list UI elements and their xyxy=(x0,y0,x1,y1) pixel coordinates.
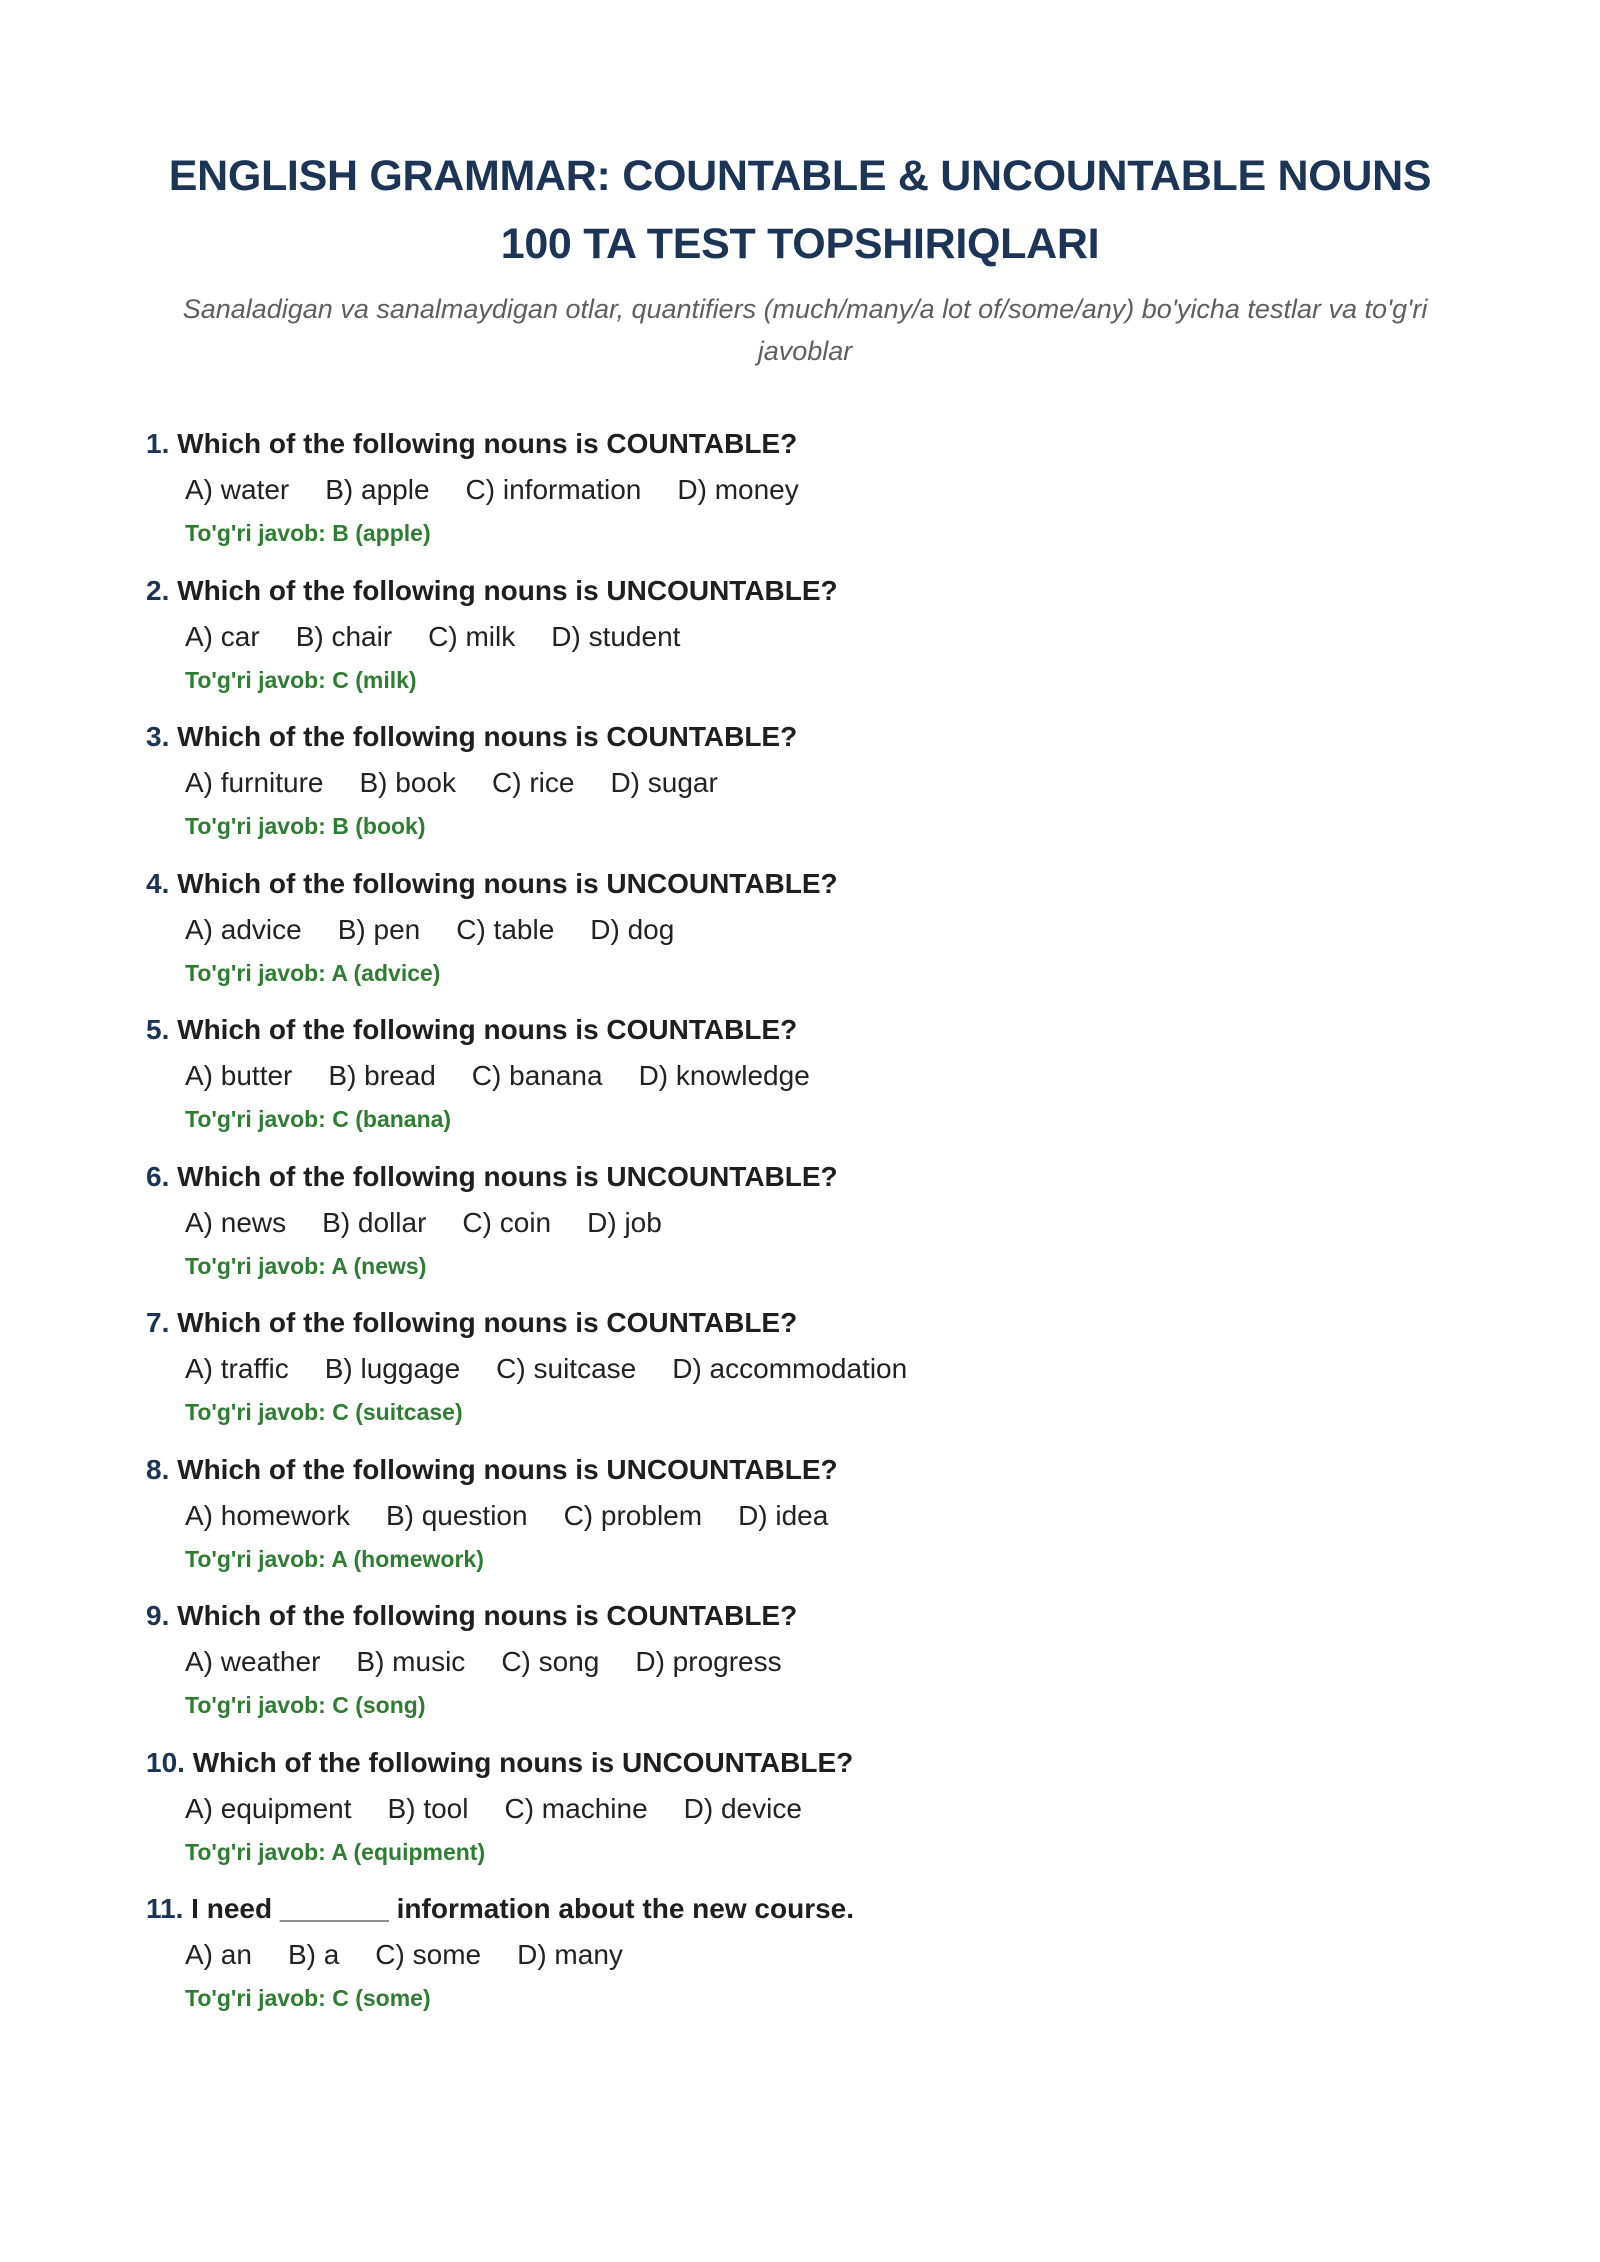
answer-option: A) homework xyxy=(185,1499,350,1531)
question-heading xyxy=(146,1447,838,1493)
answer-option: D) money xyxy=(677,474,799,505)
correct-answer: To'g'ri javob: A (news) xyxy=(185,1252,427,1279)
question-number: 1. xyxy=(146,428,170,459)
correct-answer: To'g'ri javob: A (equipment) xyxy=(185,1838,486,1865)
question-item xyxy=(146,421,1446,568)
answer-option: B) pen xyxy=(337,913,421,945)
answer-options xyxy=(185,467,835,513)
question-item xyxy=(146,1300,1446,1447)
page-subtitle-heading: 100 TA TEST TOPSHIRIQLARI xyxy=(500,220,1100,268)
question-text: I need _______ information about the new course. xyxy=(191,1893,855,1924)
answer-option: D) idea xyxy=(738,1499,829,1531)
question-number: 7. xyxy=(146,1307,170,1338)
answer-option: D) many xyxy=(517,1939,623,1970)
answer-option: C) table xyxy=(456,913,555,945)
question-heading xyxy=(146,421,797,467)
answer-options xyxy=(185,760,754,806)
title-block xyxy=(0,142,1600,278)
answer-option: B) book xyxy=(359,767,456,798)
question-heading xyxy=(146,714,797,760)
answer-option: A) advice xyxy=(185,913,302,945)
answer-option: B) a xyxy=(287,1939,340,1970)
question-text: Which of the following nouns is UNCOUNTABLE? xyxy=(177,574,838,606)
answer-option: C) suitcase xyxy=(496,1353,637,1384)
answer-option: C) coin xyxy=(462,1206,552,1238)
correct-answer: To'g'ri javob: C (suitcase) xyxy=(185,1399,463,1425)
question-item xyxy=(146,1007,1446,1154)
correct-answer: To'g'ri javob: B (apple) xyxy=(185,520,431,546)
question-heading xyxy=(146,1886,854,1932)
question-number: 5. xyxy=(146,1014,170,1045)
answer-option: C) rice xyxy=(492,767,575,798)
answer-option: D) accommodation xyxy=(672,1353,908,1384)
question-text: Which of the following nouns is COUNTABLE? xyxy=(177,428,798,459)
question-item xyxy=(146,861,1446,1008)
answer-option: B) luggage xyxy=(324,1353,461,1384)
answer-option: B) question xyxy=(385,1499,528,1531)
answer-option: D) dog xyxy=(590,913,675,945)
question-item xyxy=(146,1154,1446,1301)
question-item xyxy=(146,568,1446,715)
answer-option: B) tool xyxy=(387,1792,469,1824)
question-number: 6. xyxy=(146,1160,170,1192)
question-heading xyxy=(146,568,838,614)
question-item xyxy=(146,1740,1446,1887)
answer-option: A) furniture xyxy=(185,767,324,798)
answer-options xyxy=(185,1786,838,1832)
question-text: Which of the following nouns is COUNTABLE? xyxy=(177,1600,798,1631)
question-heading xyxy=(146,1593,797,1639)
question-text: Which of the following nouns is UNCOUNTABLE? xyxy=(177,867,838,899)
page-title: ENGLISH GRAMMAR: COUNTABLE & UNCOUNTABLE NOUNS xyxy=(168,152,1432,200)
answer-option: D) sugar xyxy=(610,767,718,798)
question-number: 4. xyxy=(146,867,170,899)
correct-answer: To'g'ri javob: C (banana) xyxy=(185,1106,452,1132)
correct-answer: To'g'ri javob: B (book) xyxy=(185,813,426,839)
answer-option: B) bread xyxy=(328,1060,436,1091)
correct-answer: To'g'ri javob: A (advice) xyxy=(185,959,441,986)
question-item xyxy=(146,1593,1446,1740)
answer-options xyxy=(185,1200,698,1246)
answer-option: B) music xyxy=(356,1646,466,1677)
correct-answer: To'g'ri javob: C (some) xyxy=(185,1985,431,2011)
correct-answer: To'g'ri javob: C (milk) xyxy=(185,666,417,693)
question-text: Which of the following nouns is UNCOUNTABLE? xyxy=(177,1453,838,1485)
answer-option: D) job xyxy=(587,1206,662,1238)
question-number: 10. xyxy=(146,1746,185,1778)
question-heading xyxy=(146,1007,797,1053)
question-text: Which of the following nouns is COUNTABLE? xyxy=(177,1307,798,1338)
answer-option: A) weather xyxy=(185,1646,321,1677)
question-number: 3. xyxy=(146,721,170,752)
question-list xyxy=(146,421,1446,2033)
answer-option: C) machine xyxy=(504,1792,648,1824)
question-item xyxy=(146,1886,1446,2033)
question-text: Which of the following nouns is COUNTABLE? xyxy=(177,721,798,752)
answer-option: D) device xyxy=(683,1792,802,1824)
answer-option: D) student xyxy=(551,620,681,652)
answer-options xyxy=(185,1053,846,1099)
subtitle-description: Sanaladigan va sanalmaydigan otlar, quantifiers (much/many/a lot of/some/any) bo'yicha testlar va to'g'ri javoblar xyxy=(182,294,1428,366)
question-item xyxy=(146,1447,1446,1594)
question-number: 2. xyxy=(146,574,170,606)
answer-options xyxy=(185,1639,818,1685)
answer-option: C) milk xyxy=(428,620,516,652)
answer-option: C) song xyxy=(501,1646,600,1677)
answer-option: D) knowledge xyxy=(638,1060,810,1091)
answer-option: B) chair xyxy=(295,620,393,652)
question-heading xyxy=(146,1300,797,1346)
answer-option: C) problem xyxy=(563,1499,703,1531)
answer-options xyxy=(185,1932,659,1978)
question-text: Which of the following nouns is UNCOUNTABLE? xyxy=(177,1160,838,1192)
answer-option: A) water xyxy=(185,474,290,505)
answer-option: A) an xyxy=(185,1939,252,1970)
correct-answer: To'g'ri javob: A (homework) xyxy=(185,1545,484,1572)
answer-option: B) dollar xyxy=(322,1206,427,1238)
question-heading xyxy=(146,1154,838,1200)
question-heading xyxy=(146,1740,853,1786)
answer-option: C) information xyxy=(465,474,642,505)
question-text: Which of the following nouns is UNCOUNTABLE? xyxy=(192,1746,854,1778)
question-heading xyxy=(146,861,838,907)
answer-option: A) traffic xyxy=(185,1353,289,1384)
answer-option: C) some xyxy=(375,1939,482,1970)
answer-option: B) apple xyxy=(325,474,430,505)
answer-option: D) progress xyxy=(635,1646,782,1677)
answer-options xyxy=(185,614,716,660)
question-number: 9. xyxy=(146,1600,170,1631)
answer-options xyxy=(185,1346,943,1392)
question-number: 8. xyxy=(146,1453,170,1485)
answer-option: A) news xyxy=(185,1206,287,1238)
question-number: 11. xyxy=(146,1893,184,1924)
answer-options xyxy=(185,1493,864,1539)
question-item xyxy=(146,714,1446,861)
answer-option: C) banana xyxy=(471,1060,603,1091)
answer-option: A) equipment xyxy=(185,1792,352,1824)
answer-option: A) car xyxy=(185,620,260,652)
answer-option: A) butter xyxy=(185,1060,293,1091)
answer-options xyxy=(185,907,710,953)
correct-answer: To'g'ri javob: C (song) xyxy=(185,1692,426,1718)
question-text: Which of the following nouns is COUNTABLE? xyxy=(177,1014,798,1045)
